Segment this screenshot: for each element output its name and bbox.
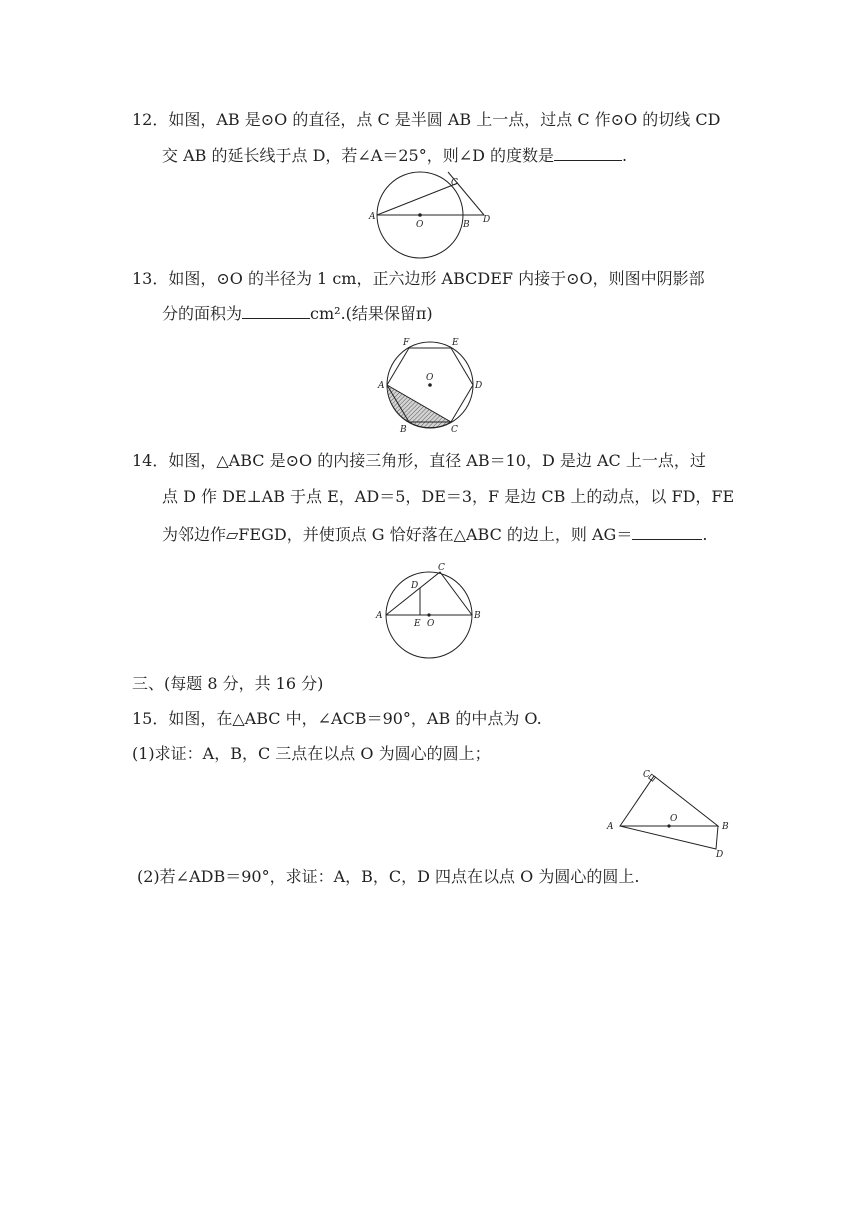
q15-part2: (2)若∠ADB＝90°，求证：A，B，C，D 四点在以点 O 为圆心的圆上. <box>137 867 640 886</box>
section-3-heading: 三、(每题 8 分，共 16 分) <box>132 674 324 693</box>
q12-label-o: O <box>416 220 424 230</box>
q13-label-f: F <box>403 338 410 348</box>
q15-label-a: A <box>607 822 614 832</box>
q14-label-o: O <box>427 619 435 629</box>
q12-line2 <box>162 145 627 167</box>
q12-label-b: B <box>463 220 470 230</box>
q13-label-a: A <box>378 381 385 391</box>
q13-figure <box>375 336 485 436</box>
q12-label-a: A <box>369 212 376 222</box>
q14-label-c: C <box>438 563 445 573</box>
q15-label-c: C <box>643 770 650 780</box>
q14-label-b: B <box>474 611 481 621</box>
q12-line2-end: . <box>622 146 628 165</box>
q14-label-a: A <box>376 611 383 621</box>
q15-figure <box>604 767 744 862</box>
q15-label-d: D <box>716 850 724 860</box>
q14-figure <box>374 560 484 660</box>
q15-label-o: O <box>670 814 678 824</box>
q13-label-d: D <box>475 381 483 391</box>
q14-answer-blank[interactable] <box>632 539 702 540</box>
q13-label-b: B <box>400 425 407 435</box>
q15-line1: 15．如图，在△ABC 中，∠ACB＝90°，AB 的中点为 O. <box>132 709 542 728</box>
q15-part1: (1)求证：A，B，C 三点在以点 O 为圆心的圆上； <box>132 744 491 763</box>
q12-line2-text: 交 AB 的延长线于点 D，若∠A＝25°，则∠D 的度数是 <box>162 146 555 165</box>
q13-answer-blank[interactable] <box>242 318 310 319</box>
q14-label-d: D <box>411 581 419 591</box>
q13-label-c: C <box>451 425 458 435</box>
q12-line1: 12．如图，AB 是⊙O 的直径，点 C 是半圆 AB 上一点，过点 C 作⊙O 的切线 CD <box>132 110 721 129</box>
q14-line3 <box>162 524 707 546</box>
q12-label-c: C <box>451 178 458 188</box>
q13-line2 <box>162 303 433 325</box>
q14-line3-end: . <box>702 525 708 544</box>
q15-label-b: B <box>722 822 729 832</box>
q13-line2-text: 分的面积为 <box>162 304 243 323</box>
q13-line1: 13．如图，⊙O 的半径为 1 cm，正六边形 ABCDEF 内接于⊙O，则图中阴影部 <box>132 269 705 288</box>
q12-figure <box>368 170 498 260</box>
q14-line2: 点 D 作 DE⊥AB 于点 E，AD＝5，DE＝3，F 是边 CB 上的动点，以 FD，FE <box>162 487 735 506</box>
q12-answer-blank[interactable] <box>554 160 622 161</box>
q13-label-e: E <box>452 338 459 348</box>
q14-line1: 14．如图，△ABC 是⊙O 的内接三角形，直径 AB＝10，D 是边 AC 上一点，过 <box>132 451 706 470</box>
q13-line2-end: cm².(结果保留π) <box>310 304 433 323</box>
q12-label-d: D <box>483 215 491 225</box>
q13-label-o: O <box>426 373 434 383</box>
q14-line3-text: 为邻边作▱FEGD，并使顶点 G 恰好落在△ABC 的边上，则 AG＝ <box>162 525 633 544</box>
q14-label-e: E <box>414 619 421 629</box>
